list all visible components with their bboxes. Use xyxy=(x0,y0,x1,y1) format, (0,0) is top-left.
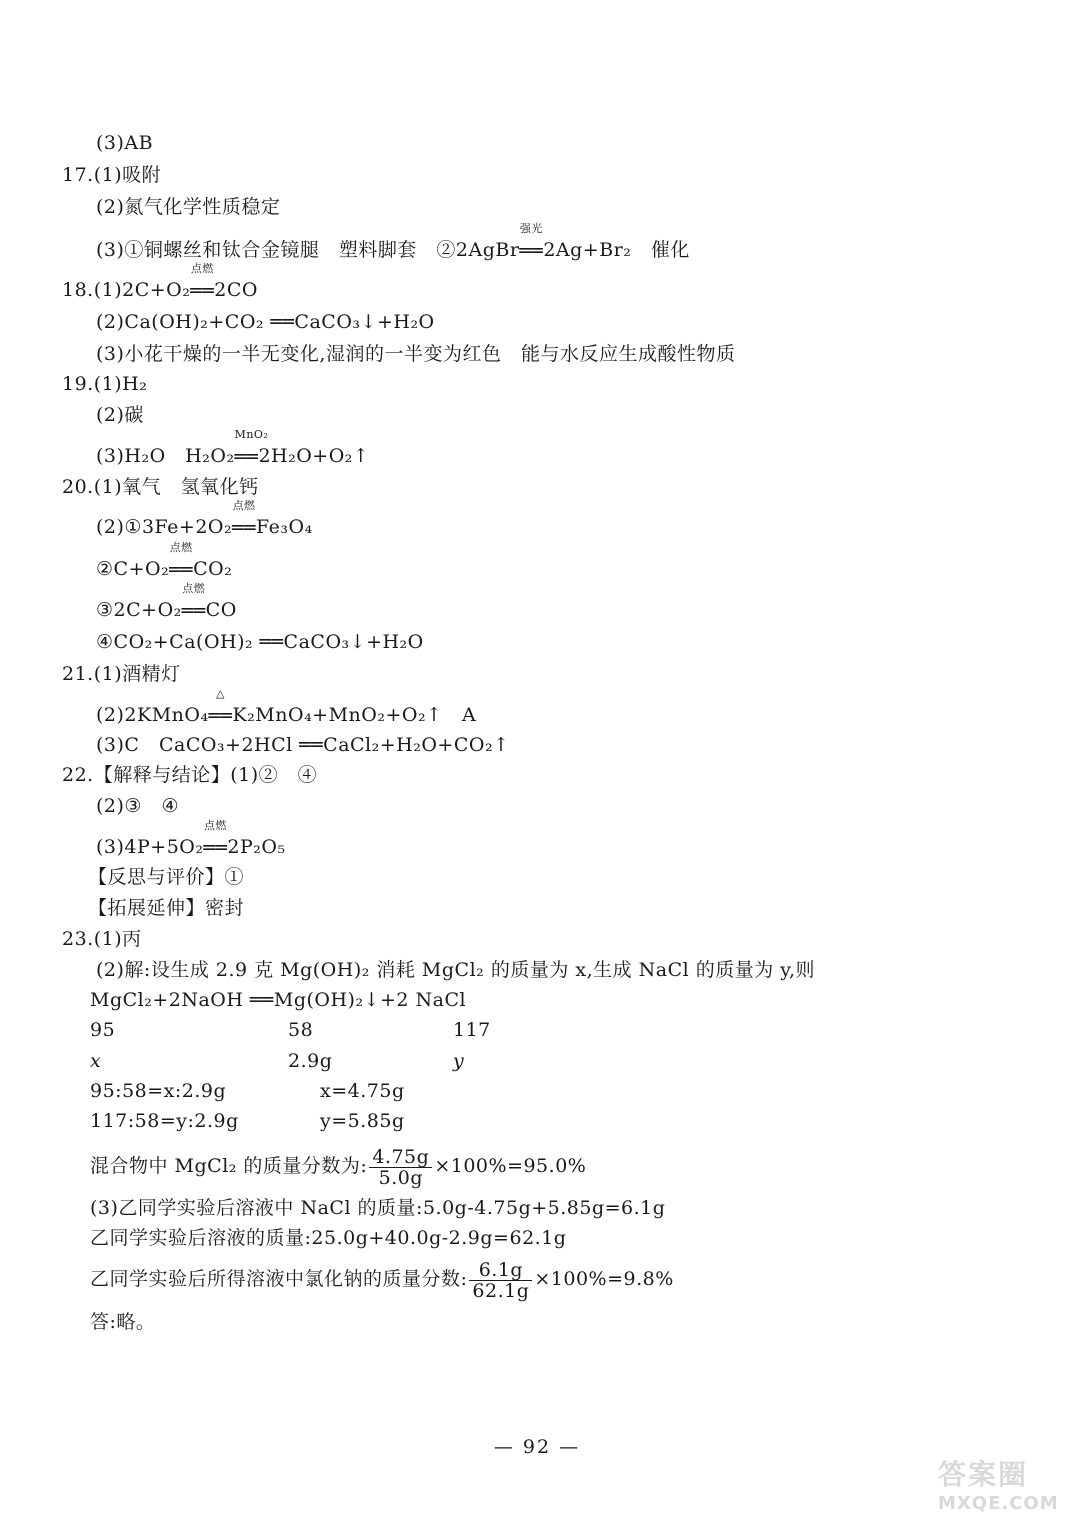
answer-23-3-nacl: (3)乙同学实验后溶液中 NaCl 的质量:5.0g-4.75g+5.85g=6.1g xyxy=(90,1197,666,1219)
fraction-result: ×100%=95.0% xyxy=(434,1155,587,1177)
page-number: — 92 — xyxy=(493,1436,581,1458)
answer-17-3 xyxy=(96,222,690,263)
answer-23-3-solution: 乙同学实验后溶液的质量:25.0g+40.0g-2.9g=62.1g xyxy=(90,1227,567,1249)
equation-right: K₂MnO₄+MnO₂+O₂↑ A xyxy=(232,704,477,726)
fraction-label: 乙同学实验后所得溶液中氯化钠的质量分数: xyxy=(90,1268,468,1290)
watermark-url: MXQE.COM xyxy=(938,1493,1059,1514)
answer-17-2: (2)氮气化学性质稳定 xyxy=(96,196,281,218)
answer-18-2: (2)Ca(OH)₂+CO₂ ══CaCO₃↓+H₂O xyxy=(96,311,435,333)
reaction-condition xyxy=(203,819,228,860)
answer-23-1: 23.(1)丙 xyxy=(62,928,142,950)
reaction-condition xyxy=(234,428,269,469)
answer-17-3-part2: 2Ag+Br₂ 催化 xyxy=(543,239,690,261)
fraction-result: ×100%=9.8% xyxy=(534,1268,674,1290)
equation-right: 2H₂O+O₂↑ xyxy=(258,445,370,467)
reaction-condition xyxy=(190,262,215,303)
watermark-text: 答案圈 xyxy=(938,1458,1029,1491)
mass-ratio-2: 58 xyxy=(288,1019,314,1041)
condition-label: 点燃 xyxy=(182,582,206,595)
result-y: y=5.85g xyxy=(320,1110,405,1132)
equation-left: ②C+O₂ xyxy=(96,558,170,580)
answer-19-1: 19.(1)H₂ xyxy=(62,373,148,395)
proportion-y: 117:58=y:2.9g xyxy=(90,1110,239,1132)
answer-20-2-4: ④CO₂+Ca(OH)₂ ══CaCO₃↓+H₂O xyxy=(96,631,424,653)
answer-21-3: (3)C CaCO₃+2HCl ══CaCl₂+H₂O+CO₂↑ xyxy=(96,734,510,756)
reaction-arrow: ══ xyxy=(208,705,233,727)
fraction xyxy=(369,1147,432,1188)
condition-label: △ xyxy=(216,687,226,700)
answer-18-1 xyxy=(62,262,258,303)
proportion-x: 95:58=x:2.9g xyxy=(90,1080,227,1102)
condition-label: 强光 xyxy=(519,222,543,235)
answer-23-2-equation: MgCl₂+2NaOH ══Mg(OH)₂↓+2 NaCl xyxy=(90,989,467,1011)
equation-left: ③2C+O₂ xyxy=(96,599,182,621)
reaction-condition xyxy=(232,499,257,540)
mass-fraction-nacl xyxy=(90,1258,674,1301)
equation-right: Fe₃O₄ xyxy=(256,516,313,538)
answer-18-3: (3)小花干燥的一半无变化,湿润的一半变为红色 能与水反应生成酸性物质 xyxy=(96,343,736,365)
equation-right: 2CO xyxy=(214,279,258,301)
mass-fraction-mgcl2 xyxy=(90,1145,586,1188)
reaction-arrow: ══ xyxy=(190,280,215,302)
answer-16-3: (3)AB xyxy=(96,132,154,154)
answer-17-3-part1: (3)①铜螺丝和钛合金镜腿 塑料脚套 ②2AgBr xyxy=(96,239,520,261)
condition-label: 点燃 xyxy=(203,819,227,832)
reaction-arrow: ══ xyxy=(519,240,544,262)
mass-ratio-3: 117 xyxy=(453,1019,491,1041)
answer-20-2-2 xyxy=(96,541,233,582)
watermark-logo xyxy=(938,1453,1058,1513)
unknown-x: x xyxy=(90,1050,102,1072)
answer-22-reflection: 【反思与评价】① xyxy=(88,866,245,888)
known-mass: 2.9g xyxy=(288,1050,333,1072)
equation-right: CO₂ xyxy=(193,558,233,580)
fraction-denominator: 5.0g xyxy=(378,1166,424,1189)
answer-20-2-3 xyxy=(96,582,237,623)
equation-left: 18.(1)2C+O₂ xyxy=(62,279,191,301)
fraction-numerator: 6.1g xyxy=(469,1260,532,1281)
reaction-condition xyxy=(169,541,194,582)
equation-left: (3)H₂O H₂O₂ xyxy=(96,445,235,467)
reaction-condition xyxy=(208,687,233,728)
reaction-arrow: ══ xyxy=(181,600,206,622)
equation-right: 2P₂O₅ xyxy=(227,836,286,858)
result-x: x=4.75g xyxy=(320,1080,405,1102)
unknown-y: y xyxy=(453,1050,465,1072)
reaction-arrow: ══ xyxy=(169,559,194,581)
condition-label: MnO₂ xyxy=(234,428,269,441)
condition-label: 点燃 xyxy=(190,262,214,275)
answer-19-2: (2)碳 xyxy=(96,404,144,426)
reaction-condition xyxy=(181,582,206,623)
equation-left: (3)4P+5O₂ xyxy=(96,836,204,858)
equation-left: (2)①3Fe+2O₂ xyxy=(96,516,233,538)
condition-label: 点燃 xyxy=(232,499,256,512)
answer-20-1: 20.(1)氧气 氢氧化钙 xyxy=(62,476,259,498)
answer-21-2 xyxy=(96,687,477,728)
fraction-numerator: 4.75g xyxy=(369,1147,432,1168)
answer-22-1: 22.【解释与结论】(1)② ④ xyxy=(62,764,318,786)
answer-22-3 xyxy=(96,819,286,860)
answer-19-3 xyxy=(96,428,370,469)
equation-right: CO xyxy=(205,599,237,621)
answer-21-1: 21.(1)酒精灯 xyxy=(62,663,181,685)
fraction-label: 混合物中 MgCl₂ 的质量分数为: xyxy=(90,1155,368,1177)
reaction-arrow: ══ xyxy=(232,517,257,539)
mass-ratio-1: 95 xyxy=(90,1019,116,1041)
reaction-arrow: ══ xyxy=(234,446,259,468)
equation-left: (2)2KMnO₄ xyxy=(96,704,209,726)
answer-17-1: 17.(1)吸附 xyxy=(62,164,162,186)
condition-label: 点燃 xyxy=(169,541,193,554)
reaction-arrow: ══ xyxy=(203,837,228,859)
fraction-denominator: 62.1g xyxy=(472,1279,530,1302)
answer-20-2-1 xyxy=(96,499,313,540)
answer-23-2-setup: (2)解:设生成 2.9 克 Mg(OH)₂ 消耗 MgCl₂ 的质量为 x,生成 NaCl 的质量为 y,则 xyxy=(96,959,816,981)
answer-22-extension: 【拓展延伸】密封 xyxy=(88,897,245,919)
reaction-condition xyxy=(519,222,544,263)
answer-22-2: (2)③ ④ xyxy=(96,795,179,817)
fraction xyxy=(469,1260,532,1301)
final-answer: 答:略。 xyxy=(90,1311,156,1333)
